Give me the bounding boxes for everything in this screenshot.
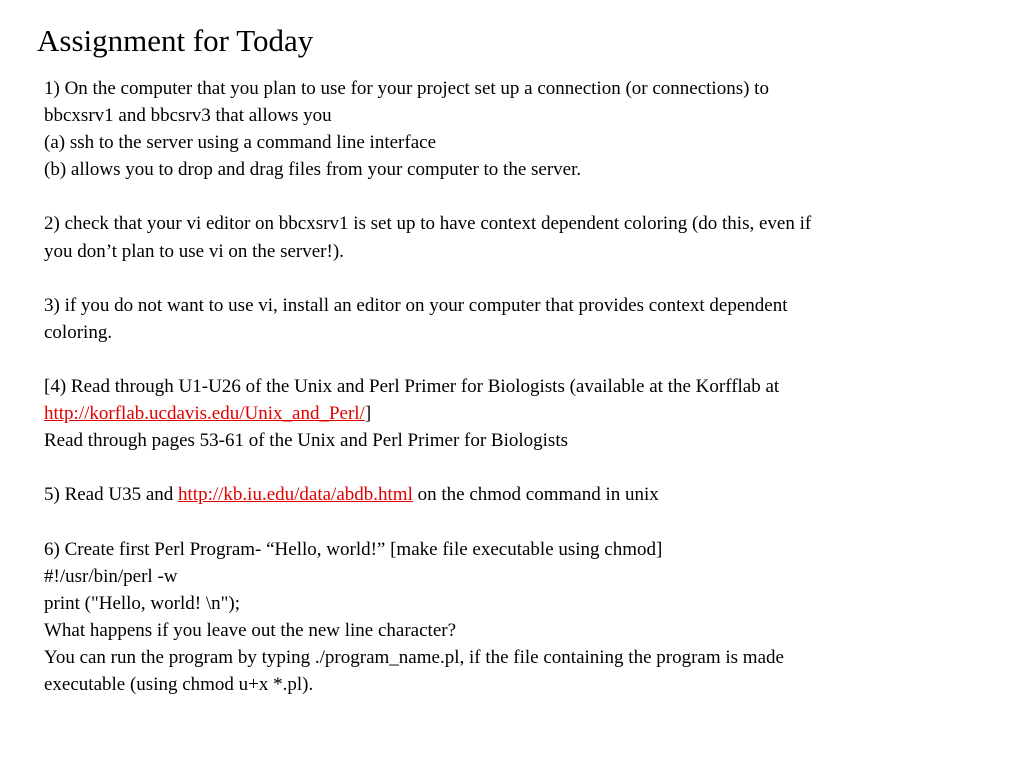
assignment-body [44, 75, 984, 698]
assignment-item-6 [44, 536, 984, 699]
item-6-line-6: executable (using chmod u+x *.pl). [44, 674, 314, 696]
item-1-option-a: (a) ssh to the server using a command line interface [44, 132, 436, 154]
item-4-line-3: Read through pages 53-61 of the Unix and Perl Primer for Biologists [44, 430, 569, 452]
item-6-line-1: 6) Create first Perl Program- “Hello, world!” [make file executable using chmod] [44, 538, 663, 560]
item-6-line-5: You can run the program by typing ./program_name.pl, if the file containing the program is made [44, 646, 784, 668]
spacer [44, 183, 984, 210]
assignment-item-5 [44, 481, 984, 508]
item-1-line-1: 1) On the computer that you plan to use for your project set up a connection (or connections) to [44, 78, 769, 99]
item-1-option-b: (b) allows you to drop and drag files from your computer to the server. [44, 159, 582, 181]
kb-iu-link[interactable]: http://kb.iu.edu/data/abdb.html [178, 484, 413, 506]
assignment-item-2 [44, 210, 984, 264]
slide-title: Assignment for Today [37, 23, 314, 58]
item-2-line-2: you don’t plan to use vi on the server!). [44, 240, 344, 262]
assignment-item-1 [44, 75, 984, 183]
item-6-print-statement: print ("Hello, world! \n"); [44, 592, 240, 614]
item-4-line-2 [44, 400, 984, 427]
item-4-line-1: [4) Read through U1-U26 of the Unix and Perl Primer for Biologists (available at the Korfflab at [44, 376, 780, 398]
item-5-prefix: 5) Read U35 and [44, 484, 179, 506]
item-6-shebang: #!/usr/bin/perl -w [44, 565, 178, 587]
item-5-suffix: on the chmod command in unix [412, 484, 659, 506]
item-2-line-1: 2) check that your vi editor on bbcxsrv1 is set up to have context dependent coloring (do this, even if [44, 213, 812, 235]
spacer [44, 346, 984, 373]
spacer [44, 265, 984, 292]
spacer [44, 454, 984, 481]
item-3-line-2: coloring. [44, 321, 113, 343]
korflab-link[interactable]: http://korflab.ucdavis.edu/Unix_and_Perl/ [44, 403, 365, 425]
item-6-question: What happens if you leave out the new line character? [44, 619, 457, 641]
assignment-item-3 [44, 292, 984, 346]
spacer [44, 509, 984, 536]
item-5-line-1 [44, 481, 984, 508]
closing-bracket: ] [364, 403, 372, 425]
item-1-line-2: bbcxsrv1 and bbcsrv3 that allows you [44, 105, 332, 127]
item-3-line-1: 3) if you do not want to use vi, install an editor on your computer that provides context dependent [44, 294, 788, 316]
assignment-item-4 [44, 373, 984, 454]
